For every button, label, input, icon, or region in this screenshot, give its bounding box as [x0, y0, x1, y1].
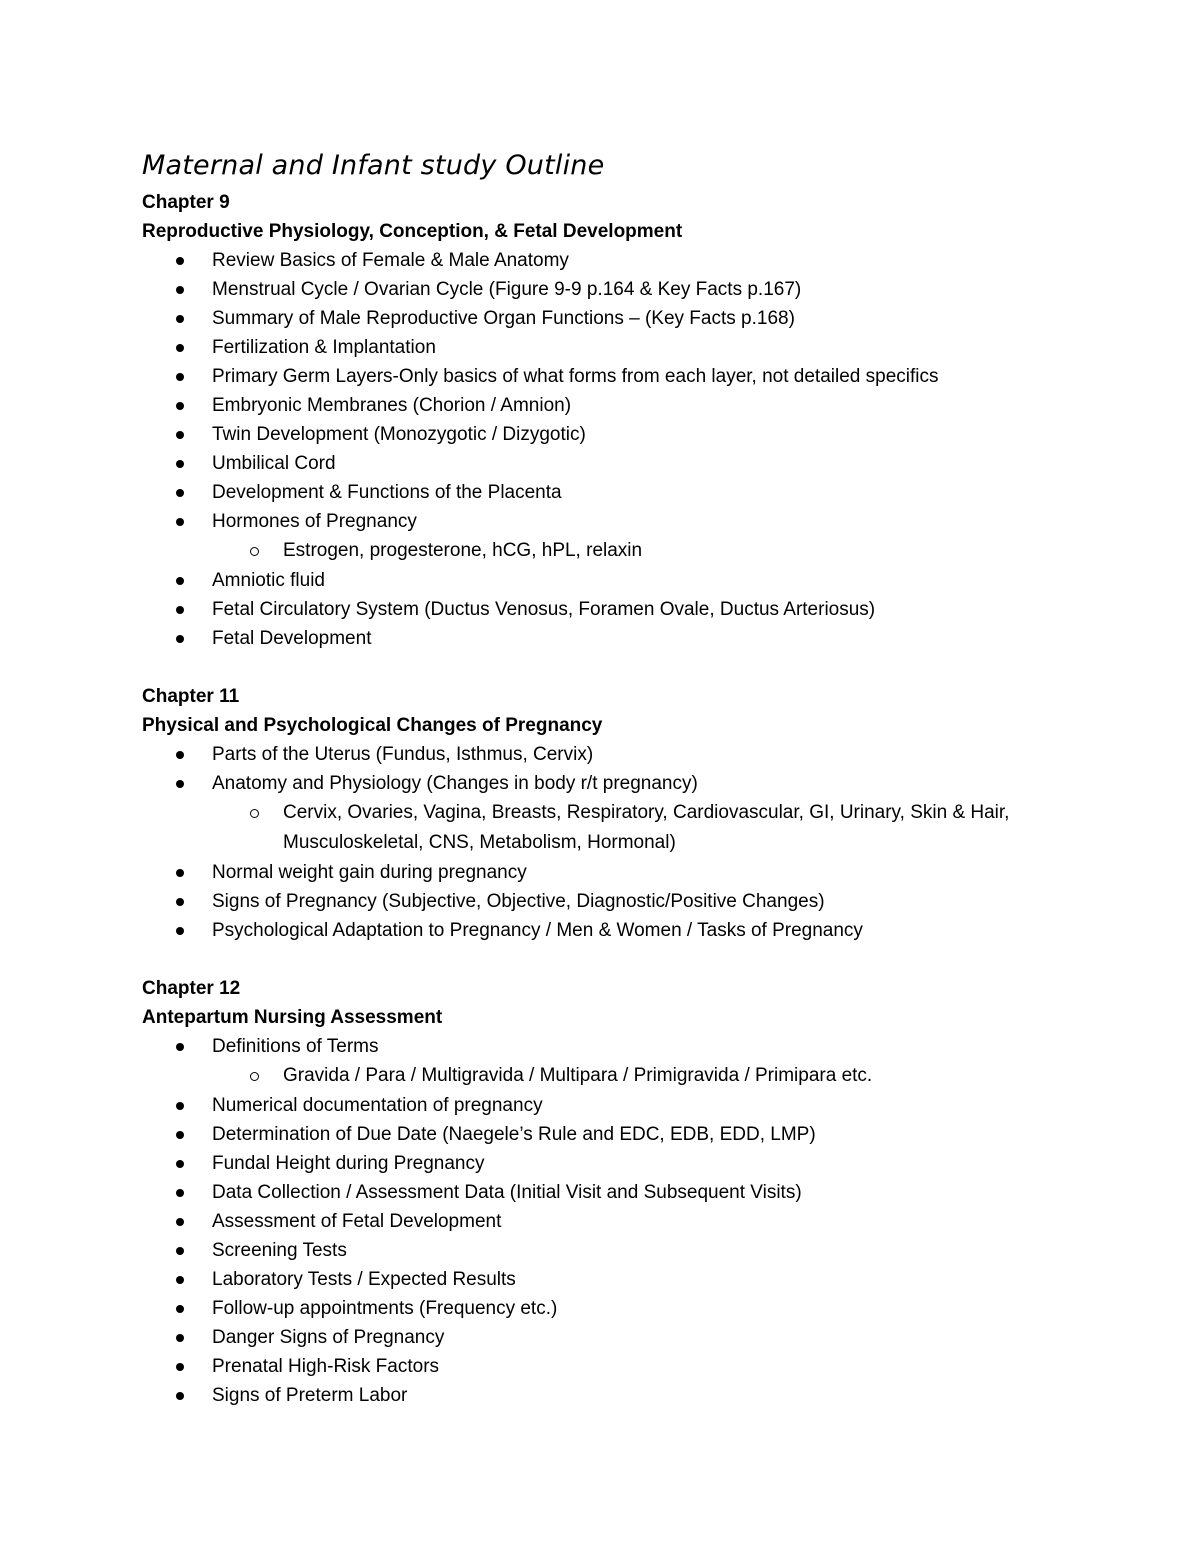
- bullet-icon: [176, 1043, 184, 1051]
- sub-list-item: Cervix, Ovaries, Vagina, Breasts, Respiratory, Cardiovascular, GI, Urinary, Skin & Hair, Musculoskeletal, CNS, Metabolism, Hormonal): [212, 798, 1062, 858]
- bullet-icon: [176, 518, 184, 526]
- bullet-icon: [176, 751, 184, 759]
- list-item: Psychological Adaptation to Pregnancy / Men & Women / Tasks of Pregnancy: [142, 916, 1062, 945]
- hollow-bullet-icon: [250, 809, 259, 818]
- list-item: Fertilization & Implantation: [142, 333, 1062, 362]
- list-item: Embryonic Membranes (Chorion / Amnion): [142, 391, 1062, 420]
- list-item: Data Collection / Assessment Data (Initial Visit and Subsequent Visits): [142, 1178, 1062, 1207]
- bullet-icon: [176, 1334, 184, 1342]
- chapter-title: Reproductive Physiology, Conception, & Fetal Development: [142, 221, 683, 242]
- sub-list-item: Gravida / Para / Multigravida / Multipara / Primigravida / Primipara etc.: [212, 1061, 1062, 1091]
- bullet-icon: [176, 1247, 184, 1255]
- bullet-icon: [176, 402, 184, 410]
- bullet-icon: [176, 1160, 184, 1168]
- bullet-icon: [176, 606, 184, 614]
- list-item: Parts of the Uterus (Fundus, Isthmus, Cervix): [142, 740, 1062, 769]
- outline-list: [142, 1032, 1062, 1410]
- bullet-icon: [176, 1305, 184, 1313]
- bullet-icon: [176, 1189, 184, 1197]
- bullet-icon: [176, 780, 184, 788]
- list-item: Anatomy and Physiology (Changes in body r/t pregnancy) Cervix, Ovaries, Vagina, Breasts, Respiratory, Cardiovascular, GI, Urinary, Skin & Hair, Musculoskeletal, CNS, Metabolism, Hormonal): [142, 769, 1062, 858]
- chapter-label: Chapter 9: [142, 192, 230, 213]
- list-item: Definitions of Terms Gravida / Para / Multigravida / Multipara / Primigravida / Primipara etc.: [142, 1032, 1062, 1091]
- chapter-9-section: [142, 188, 1062, 653]
- list-item: Prenatal High-Risk Factors: [142, 1352, 1062, 1381]
- list-item: Fetal Development: [142, 624, 1062, 653]
- bullet-icon: [176, 286, 184, 294]
- list-item: Numerical documentation of pregnancy: [142, 1091, 1062, 1120]
- list-item: Signs of Pregnancy (Subjective, Objective, Diagnostic/Positive Changes): [142, 887, 1062, 916]
- outline-list: [142, 740, 1062, 945]
- list-item: Follow-up appointments (Frequency etc.): [142, 1294, 1062, 1323]
- bullet-icon: [176, 1363, 184, 1371]
- document-title: Maternal and Infant study Outline: [142, 150, 605, 181]
- list-item: Summary of Male Reproductive Organ Functions – (Key Facts p.168): [142, 304, 1062, 333]
- list-item: Screening Tests: [142, 1236, 1062, 1265]
- list-item: Primary Germ Layers-Only basics of what forms from each layer, not detailed specifics: [142, 362, 1062, 391]
- hollow-bullet-icon: [250, 547, 259, 556]
- hollow-bullet-icon: [250, 1072, 259, 1081]
- sub-list: [212, 798, 1062, 858]
- bullet-icon: [176, 460, 184, 468]
- bullet-icon: [176, 1218, 184, 1226]
- document-page: [142, 148, 1062, 1439]
- list-item: Laboratory Tests / Expected Results: [142, 1265, 1062, 1294]
- list-item: Umbilical Cord: [142, 449, 1062, 478]
- bullet-icon: [176, 1392, 184, 1400]
- sub-list: [212, 536, 1062, 566]
- list-item: Signs of Preterm Labor: [142, 1381, 1062, 1410]
- chapter-title: Physical and Psychological Changes of Pregnancy: [142, 715, 603, 736]
- list-item: Determination of Due Date (Naegele’s Rule and EDC, EDB, EDD, LMP): [142, 1120, 1062, 1149]
- list-item: Assessment of Fetal Development: [142, 1207, 1062, 1236]
- bullet-icon: [176, 315, 184, 323]
- list-item: Amniotic fluid: [142, 566, 1062, 595]
- bullet-icon: [176, 257, 184, 265]
- bullet-icon: [176, 635, 184, 643]
- outline-list: [142, 246, 1062, 653]
- list-item: Normal weight gain during pregnancy: [142, 858, 1062, 887]
- chapter-12-section: [142, 974, 1062, 1410]
- bullet-icon: [176, 344, 184, 352]
- bullet-icon: [176, 431, 184, 439]
- list-item: Development & Functions of the Placenta: [142, 478, 1062, 507]
- chapter-title: Antepartum Nursing Assessment: [142, 1007, 443, 1028]
- bullet-icon: [176, 373, 184, 381]
- list-item: Review Basics of Female & Male Anatomy: [142, 246, 1062, 275]
- list-item: Menstrual Cycle / Ovarian Cycle (Figure 9-9 p.164 & Key Facts p.167): [142, 275, 1062, 304]
- chapter-11-section: [142, 682, 1062, 945]
- chapter-label: Chapter 11: [142, 686, 240, 707]
- list-item: Danger Signs of Pregnancy: [142, 1323, 1062, 1352]
- bullet-icon: [176, 1131, 184, 1139]
- bullet-icon: [176, 1276, 184, 1284]
- list-item: Fundal Height during Pregnancy: [142, 1149, 1062, 1178]
- list-item: Hormones of Pregnancy Estrogen, progesterone, hCG, hPL, relaxin: [142, 507, 1062, 566]
- bullet-icon: [176, 1102, 184, 1110]
- list-item: Fetal Circulatory System (Ductus Venosus, Foramen Ovale, Ductus Arteriosus): [142, 595, 1062, 624]
- sub-list: [212, 1061, 1062, 1091]
- bullet-icon: [176, 869, 184, 877]
- bullet-icon: [176, 927, 184, 935]
- sub-list-item: Estrogen, progesterone, hCG, hPL, relaxin: [212, 536, 1062, 566]
- list-item: Twin Development (Monozygotic / Dizygotic): [142, 420, 1062, 449]
- bullet-icon: [176, 577, 184, 585]
- bullet-icon: [176, 898, 184, 906]
- chapter-label: Chapter 12: [142, 978, 241, 999]
- bullet-icon: [176, 489, 184, 497]
